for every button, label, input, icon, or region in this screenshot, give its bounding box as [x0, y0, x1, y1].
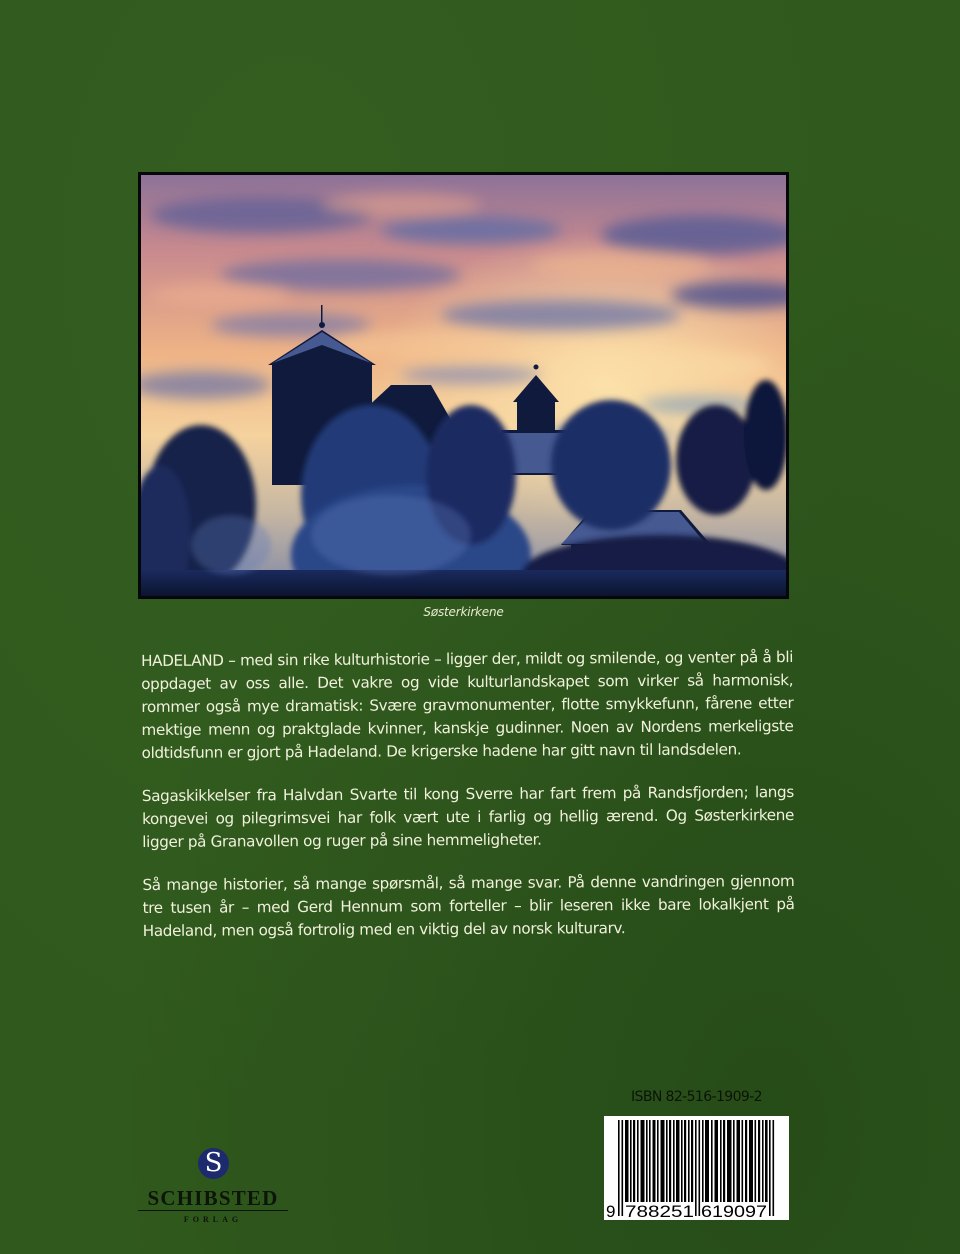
- publisher-logo: [138, 1148, 288, 1233]
- blurb: [141, 646, 795, 963]
- photo-caption: Søsterkirkene: [423, 605, 504, 619]
- publisher-name: SCHIBSTED: [138, 1186, 288, 1211]
- ean-right-digits: 619097: [701, 1202, 767, 1220]
- blurb-paragraph-2: Sagaskikkelser fra Halvdan Svarte til kong Sverre har fart frem på Randsfjorden; langs kongevei og pilegrimsvei har folk vært ute i farlig og hellig ærend. Og Søsterkirkene ligger på Granavollen og ruger på sine hemmeligheter.: [141, 783, 795, 851]
- schibsted-s-icon: S: [198, 1148, 229, 1179]
- church-sunset-photo: [141, 175, 786, 596]
- publisher-imprint: FORLAG: [183, 1215, 243, 1224]
- ean-first-digit: 9: [606, 1202, 616, 1220]
- ean-left-digits: 788251: [625, 1202, 694, 1220]
- blurb-paragraph-3: Så mange historier, så mange spørsmål, så mange svar. På denne vandringen gjennom tre tusen år – med Gerd Hennum som forteller – blir leseren ikke bare lokalkjent på Hadeland, men også fortrolig med en viktig del av norsk kulturarv.: [142, 872, 795, 940]
- blurb-paragraph-1: HADELAND – med sin rike kulturhistorie – ligger der, mildt og smilende, og venter på å bli oppdaget av oss alle. Det vakre og vide kulturlandskapet som virker så harmonisk, rommer også mye dramatisk: Svære gravmonumenter, flotte smykkefunn, fårene etter mektige menn og praktglade kvinner, kanskje gudinner. Noen av Nordens merkeligste oldtidsfunn er gjort på Hadeland. De krigerske hadene har gitt navn til landsdelen.: [141, 648, 794, 762]
- cover-photo: [138, 172, 789, 599]
- barcode-icon: [604, 1116, 789, 1220]
- ean-barcode: [604, 1116, 789, 1220]
- isbn-label: ISBN 82-516-1909-2: [631, 1089, 762, 1105]
